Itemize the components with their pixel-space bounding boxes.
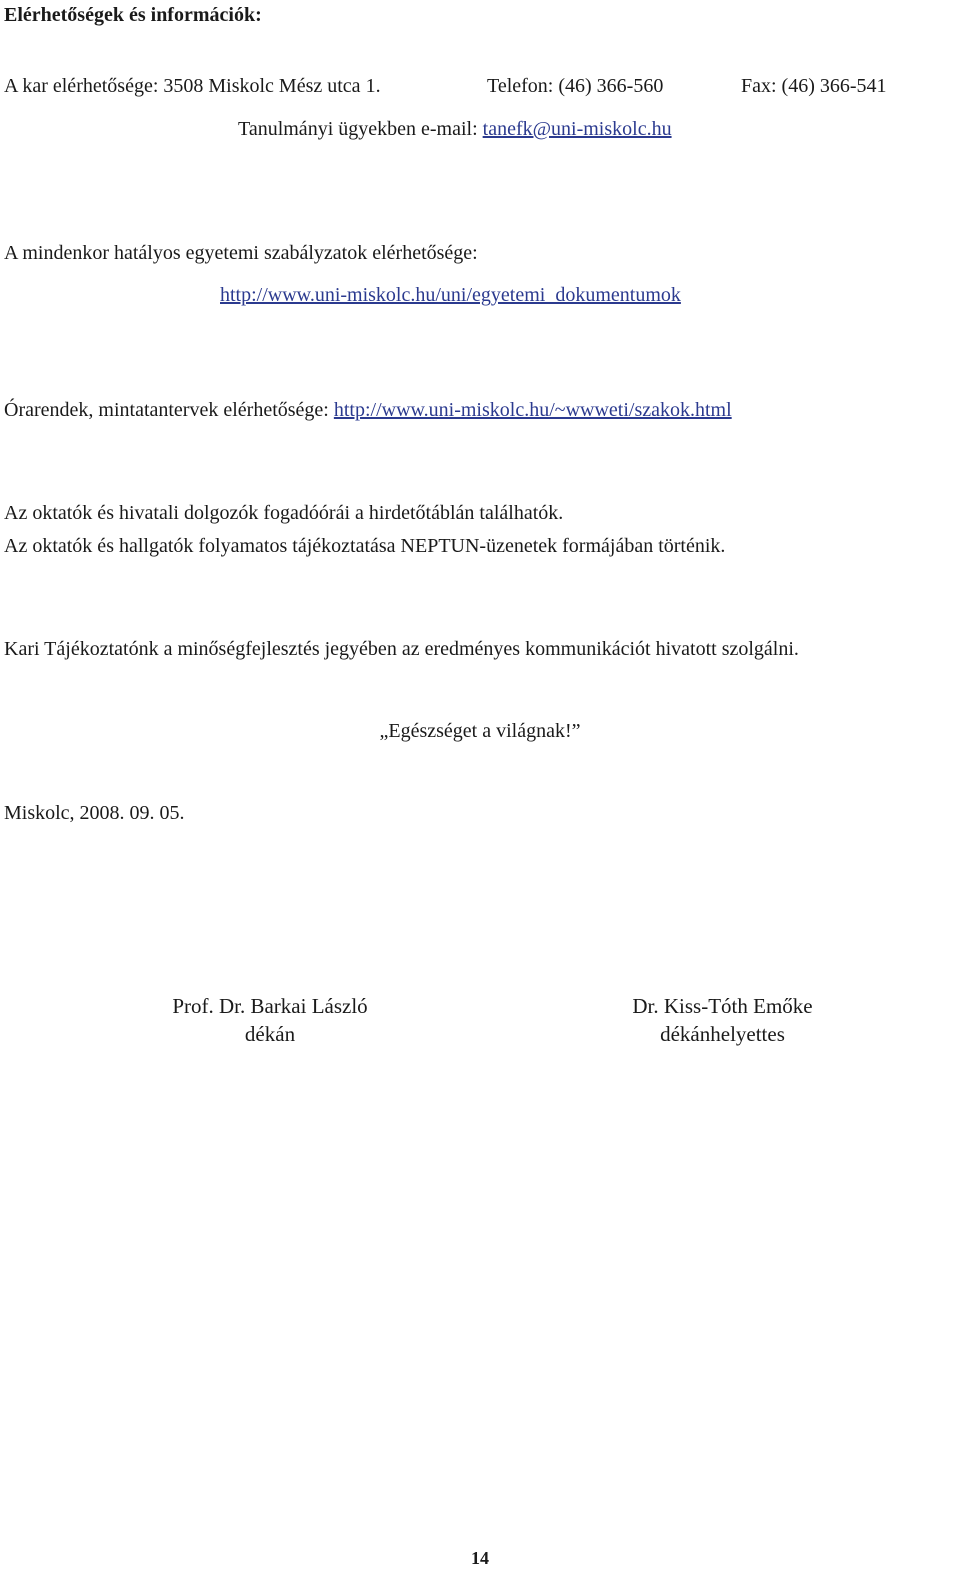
motto: „Egészséget a világnak!” [379,720,581,742]
timetables-label: Órarendek, mintatantervek elérhetősége: [4,399,329,421]
timetables-row [4,396,732,424]
signature-dean-title: dékán [244,1022,296,1046]
office-hours-text: Az oktatók és hivatali dolgozók fogadóórái a hirdetőtáblán találhatók. [4,502,564,524]
faculty-phone: Telefon: (46) 366-560 [487,75,664,97]
signature-vice-dean-title: dékánhelyettes [660,1022,785,1046]
neptun-text: Az oktatók és hallgatók folyamatos tájékoztatása NEPTUN-üzenetek formájában történik. [4,535,726,557]
timetables-link[interactable]: http://www.uni-miskolc.hu/~wwweti/szakok.html [333,399,732,421]
email-label: Tanulmányi ügyekben e-mail: [238,118,478,140]
regulations-link[interactable]: http://www.uni-miskolc.hu/uni/egyetemi_dokumentumok [220,284,681,306]
place-date: Miskolc, 2008. 09. 05. [4,802,185,824]
faculty-fax: Fax: (46) 366-541 [741,75,887,97]
signature-dean-name: Prof. Dr. Barkai László [172,994,368,1018]
signature-vice-dean-name: Dr. Kiss-Tóth Emőke [632,994,813,1018]
page-number: 14 [471,1548,489,1568]
page-heading: Elérhetőségek és információk: [4,4,262,26]
regulations-label: A mindenkor hatályos egyetemi szabályzatok elérhetősége: [4,242,478,264]
quality-text: Kari Tájékoztatónk a minőségfejlesztés jegyében az eredményes kommunikációt hivatott szolgálni. [4,638,799,660]
email-row [238,115,672,143]
email-link[interactable]: tanefk@uni-miskolc.hu [482,118,672,140]
signature-dean [140,992,400,1048]
faculty-address: A kar elérhetősége: 3508 Miskolc Mész utca 1. [4,75,381,97]
signature-vice-dean [590,992,855,1048]
